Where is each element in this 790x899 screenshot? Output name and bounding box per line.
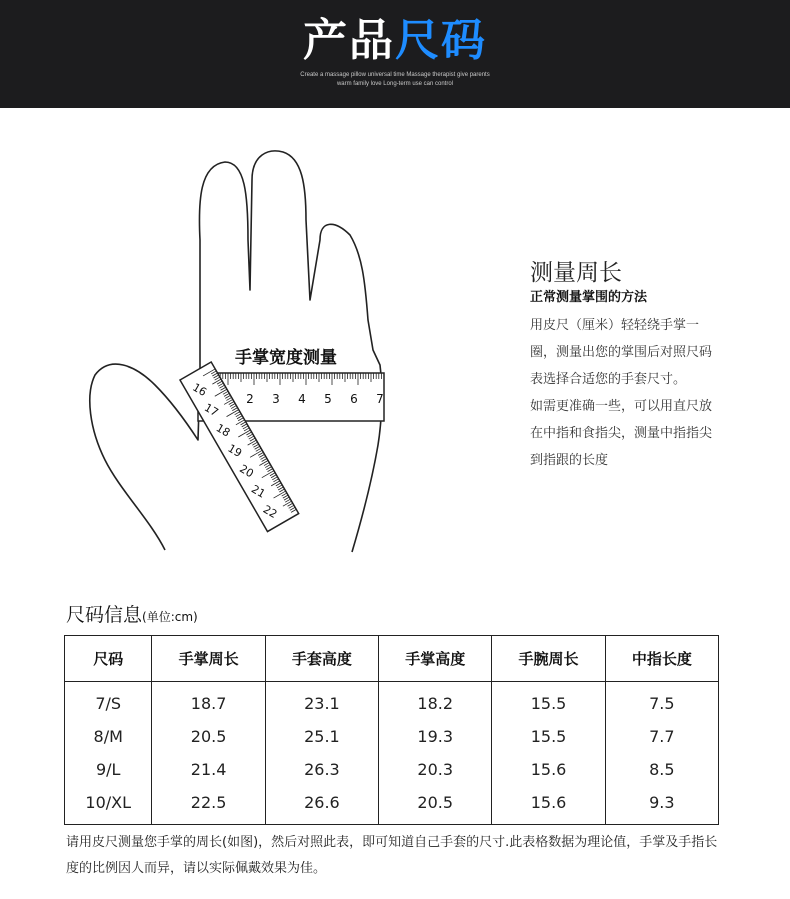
table-cell: 20.3: [379, 753, 492, 786]
ruler-number: 6: [350, 392, 358, 406]
table-cell: 7.7: [605, 720, 718, 753]
col-header-palm-circumference: 手掌周长: [152, 636, 265, 682]
palm-width-label: 手掌宽度测量: [235, 348, 337, 368]
measure-paragraph-1: 用皮尺（厘米）轻轻绕手掌一圈，测量出您的掌围后对照尺码表选择合适您的手套尺寸。: [530, 318, 713, 387]
col-header-glove-height: 手套高度: [265, 636, 378, 682]
page-title: [0, 10, 790, 72]
tape-number: 21: [248, 482, 268, 501]
tape-number: 22: [260, 502, 280, 522]
table-cell: 15.6: [492, 753, 605, 786]
footer-note: 请用皮尺测量您手掌的周长(如图)，然后对照此表，即可知道自己手套的尺寸.此表格数据为理论值，手掌及手指长度的比例因人而异，请以实际佩戴效果为佳。: [66, 835, 718, 876]
size-table: [64, 635, 719, 825]
table-header-row: [65, 636, 719, 682]
table-cell: 10/XL: [65, 786, 152, 825]
size-info-heading: 尺码信息: [66, 604, 143, 626]
table-row: [65, 753, 719, 786]
table-cell: 15.5: [492, 720, 605, 753]
table-row: [65, 682, 719, 721]
ruler-number: 5: [324, 392, 332, 406]
table-cell: 22.5: [152, 786, 265, 825]
measure-instructions: [530, 312, 720, 474]
table-cell: 7/S: [65, 682, 152, 721]
tape-number: 16: [190, 380, 209, 399]
tape-number: 17: [201, 401, 221, 420]
measure-title: 测量周长: [530, 260, 622, 286]
table-cell: 18.7: [152, 682, 265, 721]
table-cell: 25.1: [265, 720, 378, 753]
table-cell: 20.5: [152, 720, 265, 753]
size-info-title: [66, 600, 198, 627]
table-cell: 26.6: [265, 786, 378, 825]
table-row: [65, 720, 719, 753]
tape-number: 20: [237, 462, 256, 481]
header-subtitle-line2: warm family love Long-term use can control: [336, 81, 454, 87]
ruler-number: 7: [376, 392, 384, 406]
col-header-wrist-circumference: 手腕周长: [492, 636, 605, 682]
table-cell: 9.3: [605, 786, 718, 825]
header-subtitle-line1: Create a massage pillow universal time Massage therapist give parents: [300, 72, 490, 78]
title-part-white: 产品: [303, 15, 395, 66]
table-cell: 21.4: [152, 753, 265, 786]
table-cell: 15.5: [492, 682, 605, 721]
table-cell: 18.2: [379, 682, 492, 721]
header-banner: [0, 0, 790, 108]
tape-number: 19: [225, 441, 245, 460]
measure-paragraph-2: 如需更准确一些，可以用直尺放在中指和食指尖，测量中指指尖到指跟的长度: [530, 399, 713, 468]
tape-number: 18: [213, 421, 233, 440]
table-cell: 26.3: [265, 753, 378, 786]
hand-measurement-illustration: [80, 140, 400, 560]
ruler-number: 3: [272, 392, 280, 406]
col-header-palm-height: 手掌高度: [379, 636, 492, 682]
col-header-size: 尺码: [65, 636, 152, 682]
measure-subtitle: 正常测量掌围的方法: [530, 290, 648, 305]
table-cell: 8/M: [65, 720, 152, 753]
ruler-number: 2: [246, 392, 254, 406]
table-cell: 19.3: [379, 720, 492, 753]
table-cell: 15.6: [492, 786, 605, 825]
title-part-blue: 尺码: [395, 15, 487, 66]
size-info-unit: (单位:cm): [142, 610, 198, 624]
table-cell: 20.5: [379, 786, 492, 825]
table-row: [65, 786, 719, 825]
col-header-middle-finger-length: 中指长度: [605, 636, 718, 682]
table-cell: 8.5: [605, 753, 718, 786]
table-cell: 7.5: [605, 682, 718, 721]
table-cell: 9/L: [65, 753, 152, 786]
ruler-number: 4: [298, 392, 306, 406]
table-cell: 23.1: [265, 682, 378, 721]
